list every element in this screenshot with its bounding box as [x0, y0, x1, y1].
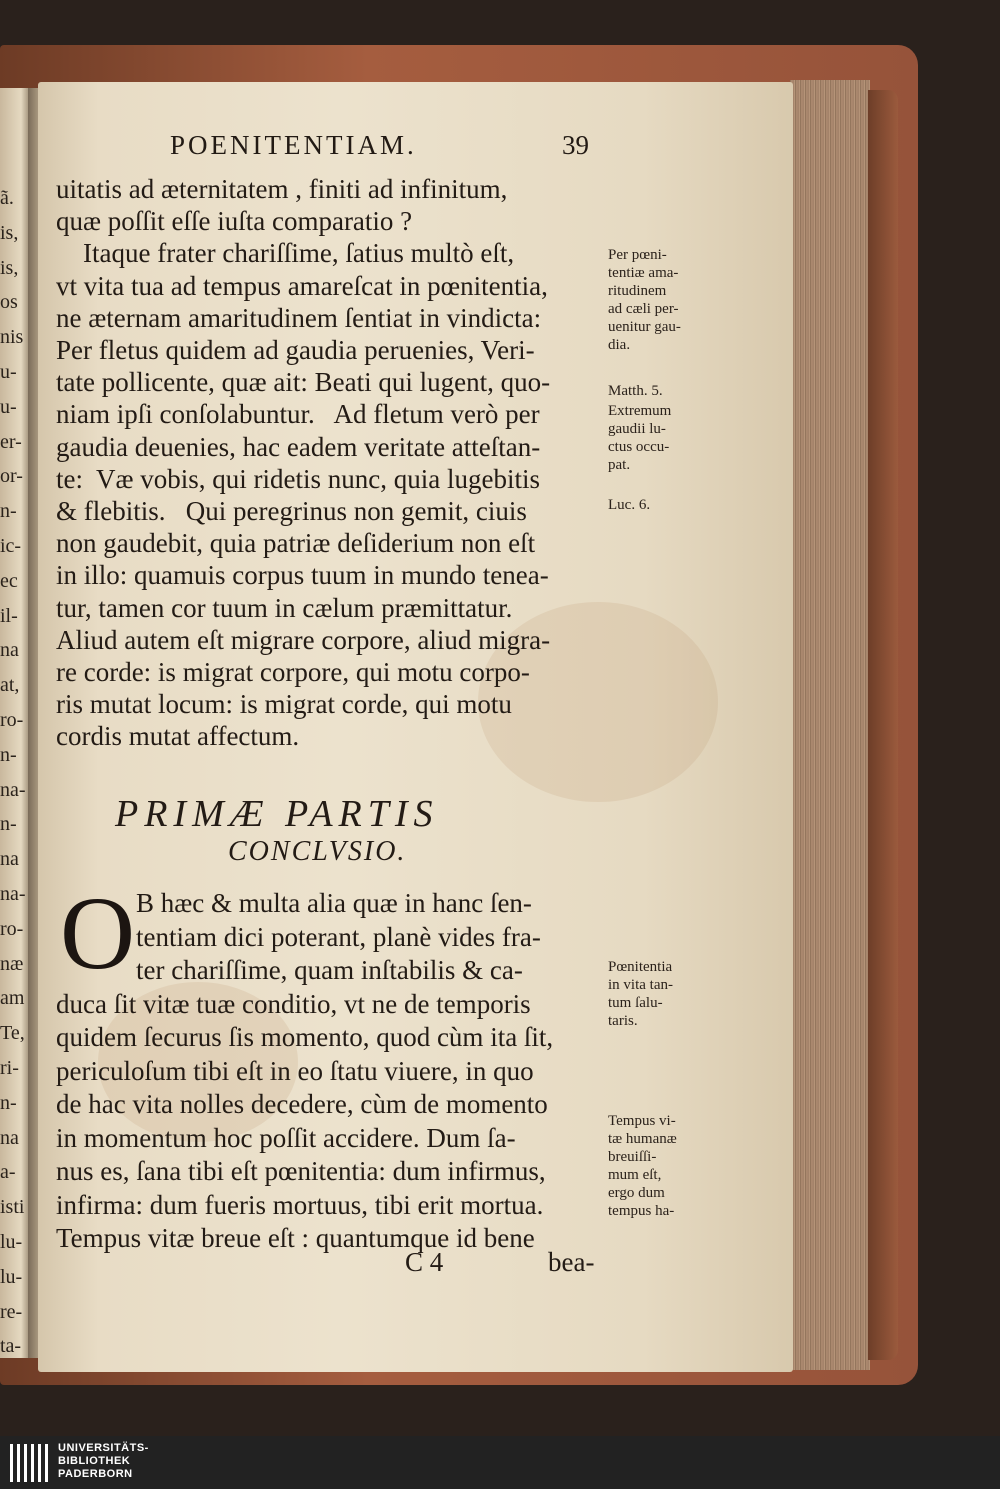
- left-page: [0, 88, 30, 1358]
- left-page-fragment: il-: [0, 604, 18, 627]
- margin-note-line: taris.: [608, 1013, 638, 1029]
- logo-bar: [24, 1444, 27, 1482]
- signature-mark: C 4: [405, 1247, 444, 1277]
- left-page-fragment: a-: [0, 1161, 16, 1184]
- left-page-fragment: n-: [0, 743, 17, 766]
- text-line: non gaudebit, quia patriæ deſiderium non eſt: [56, 528, 536, 559]
- left-page-fragment: na: [0, 639, 19, 662]
- left-page-fragment: lu-: [0, 1231, 23, 1253]
- text-line: & flebitis. Qui peregrinus non gemit, ciuis: [56, 496, 527, 526]
- left-page-fragment: ta-: [0, 1335, 22, 1358]
- margin-note-line: ctus occu-: [608, 439, 670, 455]
- logo-bar: [45, 1444, 48, 1482]
- text-line: in momentum hoc poſſit accidere. Dum ſa-: [56, 1122, 516, 1153]
- left-page-fragment: ro-: [0, 709, 24, 731]
- margin-note-line: tempus ha-: [608, 1203, 675, 1219]
- left-page-fragment: Te,: [0, 1022, 25, 1045]
- section-heading: PRIMÆ PARTIS: [115, 793, 439, 835]
- logo-bar: [38, 1444, 41, 1482]
- text-line: quidem ſecurus ſis momento, quod cùm ita ſit,: [56, 1022, 554, 1052]
- text-line: de hac vita nolles decedere, cùm de momento: [56, 1089, 548, 1119]
- left-page-fragment: os: [0, 291, 18, 314]
- text-line: in illo: quamuis corpus tuum in mundo tenea-: [56, 560, 549, 591]
- section-subheading: CONCLVSIO.: [228, 836, 407, 867]
- margin-note-line: Luc. 6.: [608, 497, 651, 513]
- left-page-fragment: ic-: [0, 535, 22, 557]
- left-page-fragment: ã.: [0, 187, 14, 209]
- left-page-fragment: na-: [0, 883, 26, 905]
- text-line: te: Væ vobis, qui ridetis nunc, quia lugebitis: [56, 463, 540, 494]
- library-name-line: PADERBORN: [58, 1468, 133, 1480]
- left-page-fragment: ec: [0, 569, 18, 592]
- margin-note-line: Matth. 5.: [608, 383, 663, 399]
- left-page-fragment: næ: [0, 952, 24, 975]
- left-page-fragment: ro-: [0, 917, 24, 940]
- margin-note-line: tentiæ ama-: [608, 265, 679, 281]
- text-line: niam ipſi conſolabuntur. Ad fletum verò per: [56, 399, 540, 430]
- margin-note-line: Extremum: [608, 403, 672, 419]
- library-name-line: UNIVERSITÄTS-: [58, 1442, 149, 1454]
- margin-note-line: ritudinem: [608, 283, 667, 299]
- text-line: Aliud autem eſt migrare corpore, aliud migra-: [56, 624, 551, 655]
- text-line: ter chariſſime, quam inſtabilis & ca-: [136, 955, 523, 985]
- text-line: vt vita tua ad tempus amareſcat in pœnitentia,: [56, 270, 548, 301]
- text-line: tentiam dici poterant, planè vides fra-: [136, 921, 541, 952]
- text-line: tate pollicente, quæ ait: Beati qui lugent, quo-: [56, 367, 551, 398]
- text-line: uitatis ad æternitatem , finiti ad infinitum,: [56, 174, 508, 204]
- left-page-fragment: ri-: [0, 1057, 19, 1079]
- left-page-fragment: u-: [0, 395, 17, 418]
- text-line: gaudia deuenies, hac eadem veritate atteſtan-: [56, 431, 541, 462]
- left-page-fragment: is,: [0, 221, 19, 244]
- text-line: ne æternam amaritudinem ſentiat in vindicta:: [56, 302, 542, 333]
- left-page-fragment: n-: [0, 813, 17, 836]
- text-line: Per fletus quidem ad gaudia peruenies, Veri-: [56, 335, 535, 365]
- left-page-fragment: am: [0, 987, 25, 1010]
- running-head: POENITENTIAM.: [170, 130, 417, 160]
- text-line: Itaque frater chariſſime, ſatius multò eſt,: [56, 238, 515, 269]
- margin-note-line: mum eſt,: [608, 1167, 662, 1183]
- text-line: nus es, ſana tibi eſt pœnitentia: dum infirmus,: [56, 1156, 546, 1186]
- margin-note-line: tum ſalu-: [608, 995, 663, 1011]
- left-page-fragment: nis: [0, 326, 24, 349]
- text-line: tur, tamen cor tuum in cælum præmittatur.: [56, 592, 513, 623]
- margin-note-line: uenitur gau-: [608, 319, 681, 335]
- left-page-fragment: na: [0, 1126, 19, 1149]
- text-line: Tempus vitæ breue eſt : quantumque id bene: [56, 1223, 535, 1253]
- text-line: B hæc & multa alia quæ in hanc ſen-: [136, 888, 532, 918]
- left-page-fragment: re-: [0, 1300, 23, 1323]
- text-line: periculoſum tibi eſt in eo ſtatu viuere, in quo: [56, 1055, 534, 1086]
- left-page-fragment: na-: [0, 778, 26, 801]
- left-page-fragment: er-: [0, 430, 22, 453]
- margin-note-line: pat.: [608, 457, 631, 473]
- left-page-fragment: isti: [0, 1196, 25, 1219]
- library-logo-icon: [10, 1444, 52, 1482]
- margin-note-line: ergo dum: [608, 1185, 665, 1201]
- text-line: cordis mutat affectum.: [56, 721, 300, 752]
- left-page-fragment: n-: [0, 500, 17, 523]
- left-page-fragment: lu-: [0, 1265, 23, 1288]
- library-name-line: BIBLIOTHEK: [58, 1455, 131, 1467]
- margin-note-line: in vita tan-: [608, 977, 673, 993]
- left-page-fragment: u-: [0, 361, 17, 383]
- left-page-fragment: or-: [0, 465, 23, 488]
- page-edges: [790, 80, 870, 1370]
- margin-note-line: Tempus vi-: [608, 1113, 676, 1129]
- catchword: bea-: [548, 1247, 595, 1277]
- page-number: 39: [562, 130, 589, 160]
- margin-note-line: dia.: [608, 337, 631, 353]
- cover-edge: [868, 90, 898, 1360]
- margin-note-line: tæ humanæ: [608, 1131, 677, 1147]
- margin-note-line: breuiſſi-: [608, 1149, 657, 1165]
- margin-note-line: Per pœni-: [608, 247, 667, 263]
- library-footer: [0, 1436, 1000, 1489]
- margin-note-line: Pœnitentia: [608, 959, 673, 975]
- margin-note-line: ad cæli per-: [608, 301, 679, 317]
- left-page-fragment: na: [0, 848, 19, 871]
- logo-bar: [10, 1444, 13, 1482]
- margin-note-line: gaudii lu-: [608, 421, 666, 437]
- text-line: ris mutat locum: is migrat corde, qui motu: [56, 689, 512, 720]
- left-page-fragment: at,: [0, 674, 20, 697]
- left-page-fragment: n-: [0, 1091, 17, 1114]
- text-line: re corde: is migrat corpore, qui motu corpo-: [56, 657, 530, 687]
- drop-capital: O: [60, 876, 136, 991]
- left-page-fragment: is,: [0, 256, 19, 279]
- text-line: quæ poſſit eſſe iuſta comparatio ?: [56, 206, 413, 237]
- page-header: [170, 130, 610, 170]
- logo-bar: [17, 1444, 20, 1482]
- text-line: infirma: dum fueris mortuus, tibi erit mortua.: [56, 1189, 544, 1220]
- text-line: duca ſit vitæ tuæ conditio, vt ne de temporis: [56, 988, 531, 1019]
- library-name: [58, 1442, 149, 1481]
- logo-bar: [31, 1444, 34, 1482]
